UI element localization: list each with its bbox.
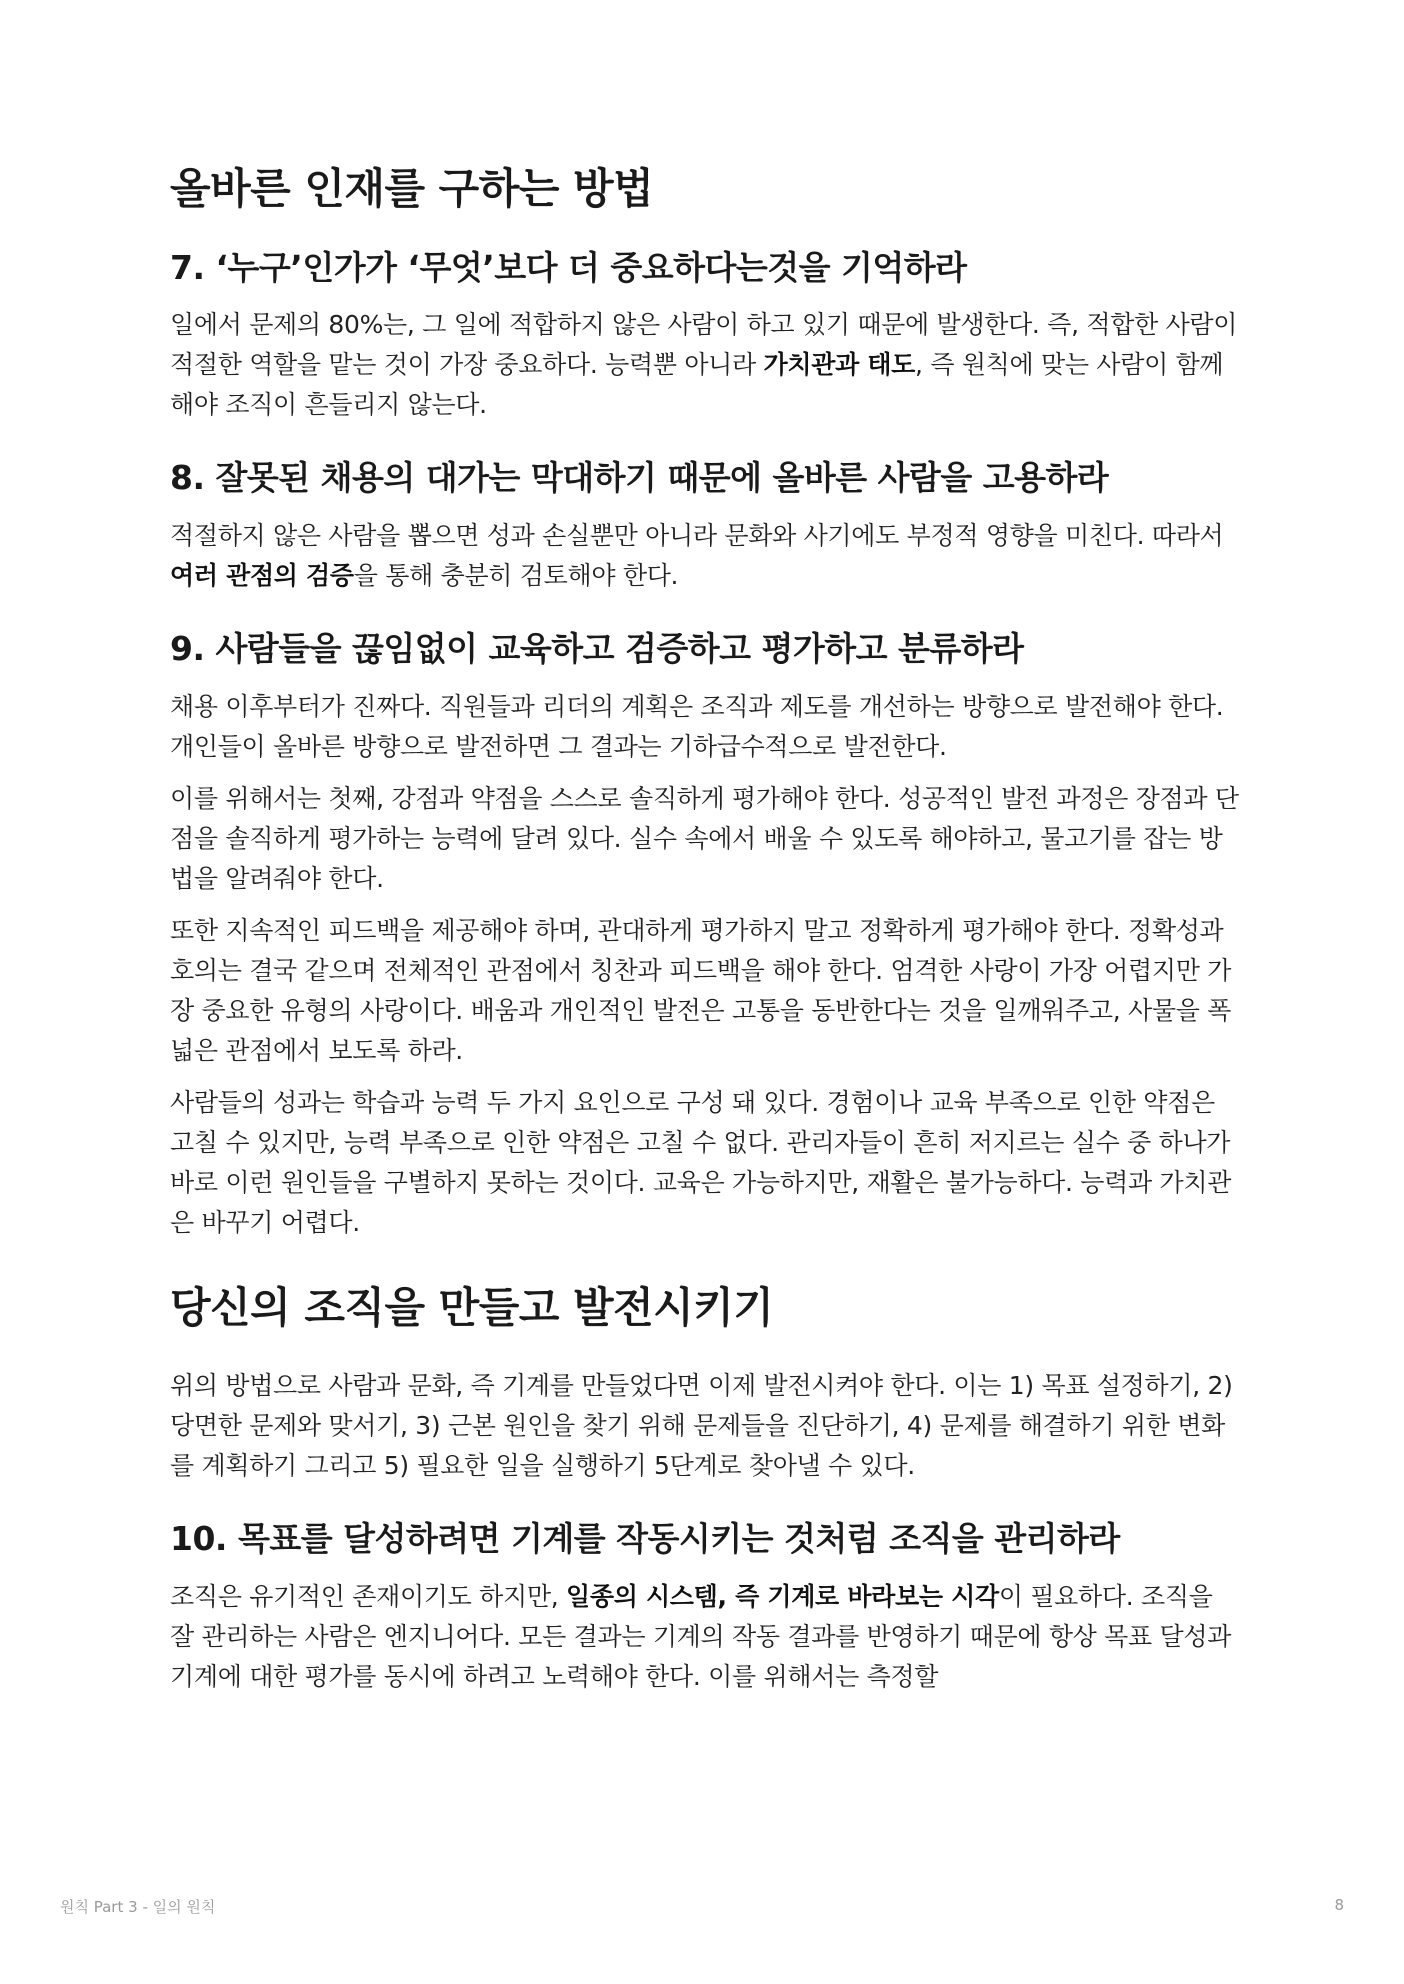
text-span: 적절하지 않은 사람을 뽑으면 성과 손실뿐만 아니라 문화와 사기에도 부정적 영향을 미친다. 따라서 xyxy=(170,521,1224,551)
section-2-intro-paragraph: 위의 방법으로 사람과 문화, 즉 기계를 만들었다면 이제 발전시켜야 한다. 이는 1) 목표 설정하기, 2) 당면한 문제와 맞서기, 3) 근본 원인을 찾기 위해 문제들을 진단하기, 4) 문제를 해결하기 위한 변화를 계획하기 그리고 5) 필요한 일을 실행하기 5단계로 찾아낼 수 있다. xyxy=(170,1370,1233,1480)
text-span: 일에서 문제의 80%는, 그 일에 적합하지 않은 사람이 하고 있기 때문에 발생한다. 즉, 적합한 사람이 적절한 역할을 맡는 것이 가장 중요하다. 능력뿐 아니라 xyxy=(170,310,1238,380)
principle-9 xyxy=(170,628,1242,1243)
principle-10 xyxy=(170,1518,1242,1697)
section-title-organization: 당신의 조직을 만들고 발전시키기 xyxy=(170,1283,774,1333)
text-span: 조직은 유기적인 존재이기도 하지만, xyxy=(170,1581,566,1611)
principle-10-paragraph xyxy=(170,1577,1242,1697)
principle-9-paragraph-2: 이를 위해서는 첫째, 강점과 약점을 스스로 솔직하게 평가해야 한다. 성공적인 발전 과정은 장점과 단점을 솔직하게 평가하는 능력에 달려 있다. 실수 속에서 배울 수 있도록 해야하고, 물고기를 잡는 방법을 알려줘야 한다. xyxy=(170,784,1239,894)
principle-9-paragraph-3: 또한 지속적인 피드백을 제공해야 하며, 관대하게 평가하지 말고 정확하게 평가해야 한다. 정확성과 호의는 결국 같으며 전체적인 관점에서 칭찬과 피드백을 해야 한다. 엄격한 사랑이 가장 어렵지만 가장 중요한 유형의 사랑이다. 배움과 개인적인 발전은 고통을 동반한다는 것을 일깨워주고, 사물을 폭넓은 관점에서 보도록 하라. xyxy=(170,916,1232,1066)
principle-7-title: 7. ‘누구’인가가 ‘무엇’보다 더 중요하다는것을 기억하라 xyxy=(170,247,967,287)
footer-document-title: 원칙 Part 3 - 일의 원칙 xyxy=(60,1898,216,1916)
principle-9-title: 9. 사람들을 끊임없이 교육하고 검증하고 평가하고 분류하라 xyxy=(170,629,1024,669)
footer-page-number: 8 xyxy=(1334,1896,1344,1914)
principle-9-paragraph-1: 채용 이후부터가 진짜다. 직원들과 리더의 계획은 조직과 제도를 개선하는 방향으로 발전해야 한다. 개인들이 올바른 방향으로 발전하면 그 결과는 기하급수적으로 발전한다. xyxy=(170,692,1224,762)
principle-8 xyxy=(170,457,1242,596)
principle-8-title: 8. 잘못된 채용의 대가는 막대하기 때문에 올바른 사람을 고용하라 xyxy=(170,458,1109,498)
principle-10-title: 10. 목표를 달성하려면 기계를 작동시키는 것처럼 조직을 관리하라 xyxy=(170,1518,1120,1558)
text-span: 을 통해 충분히 검토해야 한다. xyxy=(353,561,679,591)
bold-emphasis: 일종의 시스템, 즉 기계로 바라보는 시각 xyxy=(566,1581,999,1611)
document-page xyxy=(170,162,1242,1729)
bold-emphasis: 여러 관점의 검증 xyxy=(170,561,354,591)
text-span: 이 필요하다. 조직을 잘 관리하는 사람은 엔지니어다. 모든 결과는 기계의 작동 결과를 반영하기 때문에 항상 목표 달성과 기계에 대한 평가를 동시에 하려고 노력해야 한다. 이를 위해서는 측정할 xyxy=(170,1581,1232,1691)
principle-7 xyxy=(170,247,1242,426)
principle-8-paragraph xyxy=(170,516,1242,596)
principle-7-paragraph xyxy=(170,305,1242,425)
principle-9-paragraph-4: 사람들의 성과는 학습과 능력 두 가지 요인으로 구성 돼 있다. 경험이나 교육 부족으로 인한 약점은 고칠 수 있지만, 능력 부족으로 인한 약점은 고칠 수 없다. 관리자들이 흔히 저지르는 실수 중 하나가 바로 이런 원인들을 구별하지 못하는 것이다. 교육은 가능하지만, 재활은 불가능하다. 능력과 가치관은 바꾸기 어렵다. xyxy=(170,1088,1232,1238)
section-title-hiring: 올바른 인재를 구하는 방법 xyxy=(170,164,654,213)
section-2-intro xyxy=(170,1366,1242,1486)
bold-emphasis: 가치관과 태도 xyxy=(763,350,916,380)
text-span: , 즉 원칙에 맞는 사람이 함께해야 조직이 흔들리지 않는다. xyxy=(170,350,1224,420)
